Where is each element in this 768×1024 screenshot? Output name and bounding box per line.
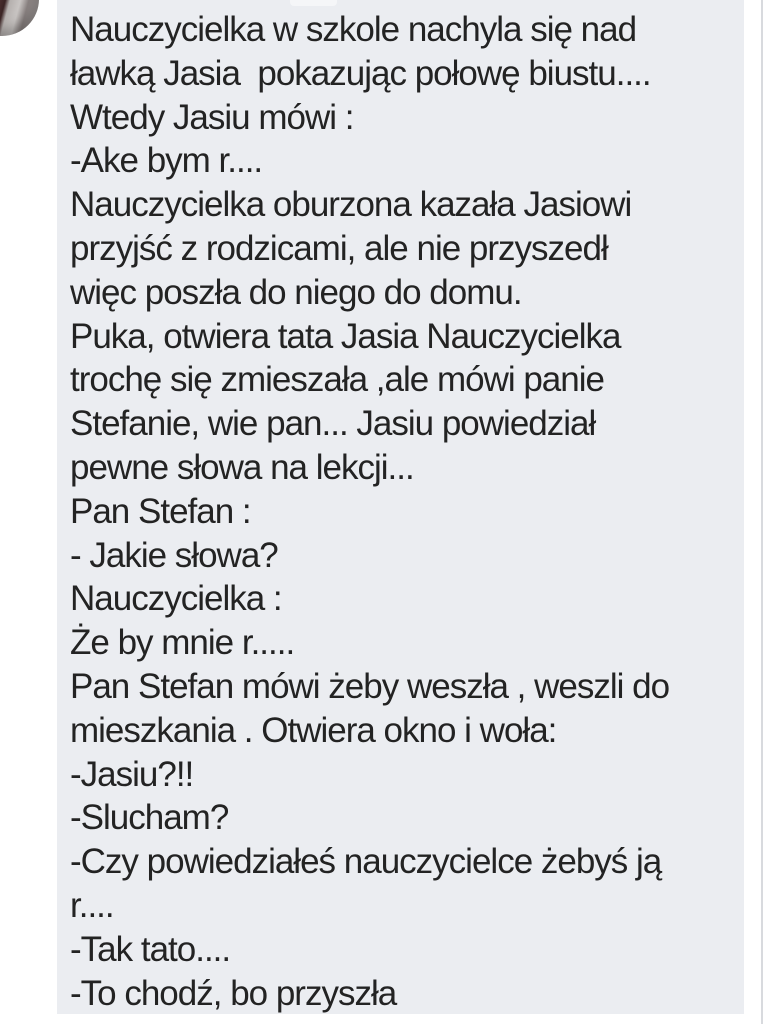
text-line: trochę się zmieszała ,ale mówi panie: [70, 360, 604, 400]
text-line: Że by mnie r.....: [70, 623, 295, 663]
cropped-ui-remnant: [290, 0, 337, 6]
text-line: Pan Stefan :: [70, 491, 251, 531]
text-line: pewne słowa na lekcji...: [70, 447, 414, 487]
text-line: Puka, otwiera tata Jasia Nauczycielka: [70, 316, 621, 356]
avatar: [0, 0, 39, 36]
text-line: -Slucham?: [70, 798, 229, 838]
text-line: Nauczycielka w szkole nachyla się nad: [70, 10, 637, 49]
text-line: przyjść z rodzicami, ale nie przyszedł: [70, 228, 608, 268]
text-line: Nauczycielka oburzona kazała Jasiowi: [70, 185, 632, 225]
right-edge-line: [761, 0, 763, 1024]
text-line: -Czy powiedziałeś nauczycielce żebyś ją: [70, 842, 662, 882]
text-line: Nauczycielka :: [70, 579, 282, 619]
post-text: [70, 8, 744, 1015]
text-line: -Jasiu?!!: [70, 754, 194, 794]
text-line: mieszkania . Otwiera okno i woła:: [70, 710, 557, 750]
text-line: ławką Jasia pokazując połowę biustu....: [70, 53, 651, 93]
text-line: Pan Stefan mówi żeby weszła , weszli do: [70, 666, 670, 706]
text-line: - Jakie słowa?: [70, 535, 278, 575]
post-text-block: [57, 0, 744, 1014]
text-line: więc poszła do niego do domu.: [70, 272, 522, 312]
text-line: -To chodź, bo przyszła: [70, 973, 397, 1013]
text-line: Wtedy Jasiu mówi :: [70, 97, 354, 137]
text-line: r....: [70, 885, 114, 925]
text-line: -Ake bym r....: [70, 141, 263, 181]
text-line: Stefanie, wie pan... Jasiu powiedział: [70, 404, 596, 444]
text-line: -Tak tato....: [70, 929, 231, 969]
